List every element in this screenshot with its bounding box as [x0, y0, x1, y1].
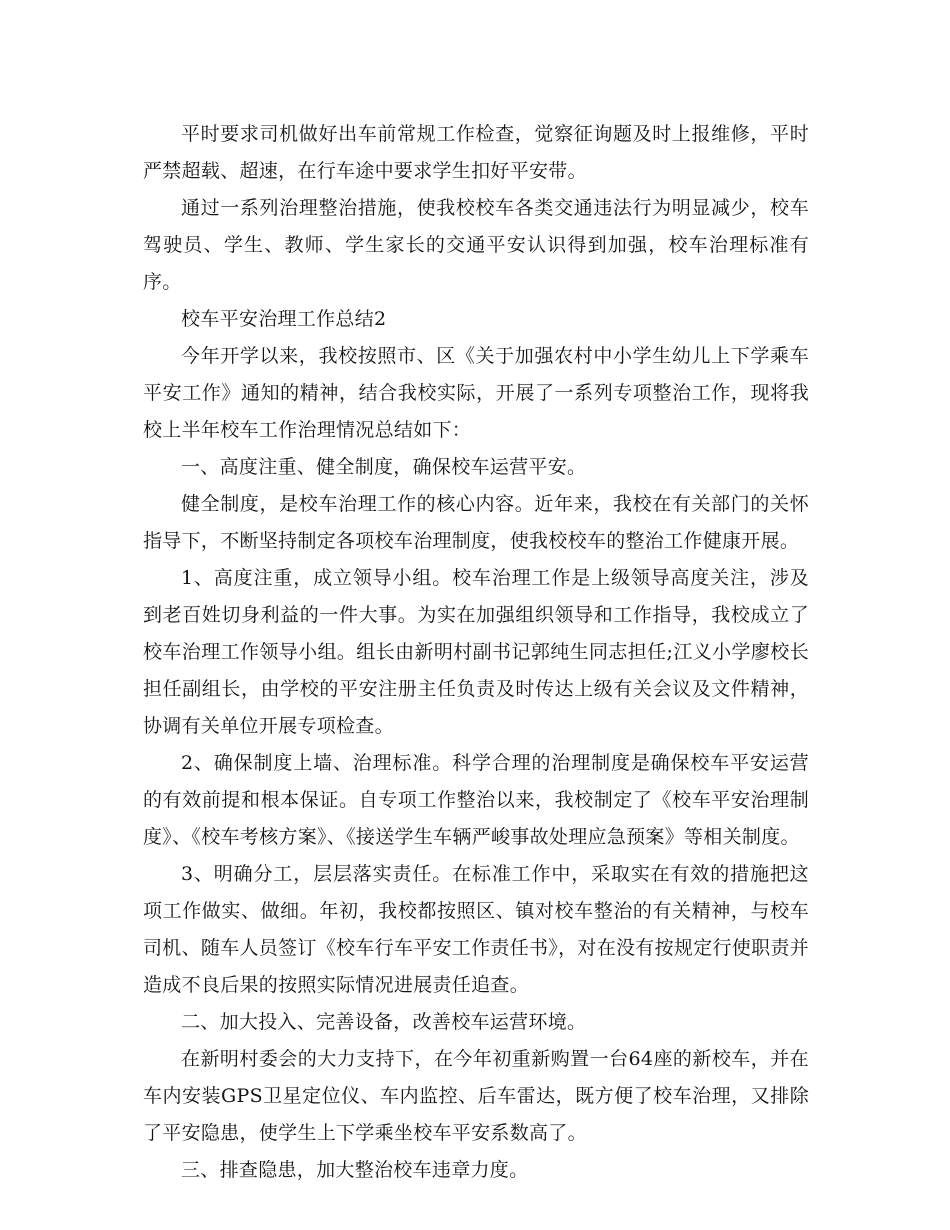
paragraph: 健全制度，是校车治理工作的核心内容。近年来，我校在有关部门的关怀指导下，不断坚持制定各项校车治理制度，使我校校车的整治工作健康开展。 — [143, 493, 809, 552]
paragraph: 今年开学以来，我校按照市、区《关于加强农村中小学生幼儿上下学乘车平安工作》通知的精神，结合我校实际，开展了一系列专项整治工作，现将我校上半年校车工作治理情况总结如下： — [143, 345, 809, 441]
section-heading: 三、排查隐患，加大整治校车违章力度。 — [181, 1159, 529, 1181]
paragraph: 平时要求司机做好出车前常规工作检查，觉察征询题及时上报维修，平时严禁超载、超速，在行车途中要求学生扣好平安带。 — [143, 123, 809, 182]
section-heading: 二、加大投入、完善设备，改善校车运营环境。 — [181, 1011, 587, 1033]
paragraph: 3、明确分工，层层落实责任。在标准工作中，采取实在有效的措施把这项工作做实、做细。年初，我校都按照区、镇对校车整治的有关精神，与校车司机、随车人员签订《校车行车平安工作责任书》，对在没有按规定行使职责并造成不良后果的按照实际情况进展责任追查。 — [143, 863, 810, 996]
section-heading: 校车平安治理工作总结2 — [181, 308, 387, 330]
paragraph: 在新明村委会的大力支持下，在今年初重新购置一台64座的新校车，并在车内安装GPS卫星定位仪、车内监控、后车雷达，既方便了校车治理，又排除了平安隐患，使学生上下学乘坐校车平安系数高了。 — [143, 1048, 809, 1144]
paragraph: 2、确保制度上墙、治理标准。科学合理的治理制度是确保校车平安运营的有效前提和根本保证。自专项工作整治以来，我校制定了《校车平安治理制度》、《校车考核方案》、《接送学生车辆严峻事故处理应急预案》等相关制度。 — [143, 752, 809, 848]
document-body — [143, 116, 809, 1189]
paragraph: 通过一系列治理整治措施，使我校校车各类交通违法行为明显减少，校车驾驶员、学生、教师、学生家长的交通平安认识得到加强，校车治理标准有序。 — [143, 197, 809, 293]
section-heading: 一、高度注重、健全制度，确保校车运营平安。 — [181, 456, 587, 478]
paragraph: 1、高度注重，成立领导小组。校车治理工作是上级领导高度关注，涉及到老百姓切身利益的一件大事。为实在加强组织领导和工作指导，我校成立了校车治理工作领导小组。组长由新明村副书记郭纯生同志担任;江义小学廖校长担任副组长，由学校的平安注册主任负责及时传达上级有关会议及文件精神，协调有关单位开展专项检查。 — [143, 567, 809, 737]
